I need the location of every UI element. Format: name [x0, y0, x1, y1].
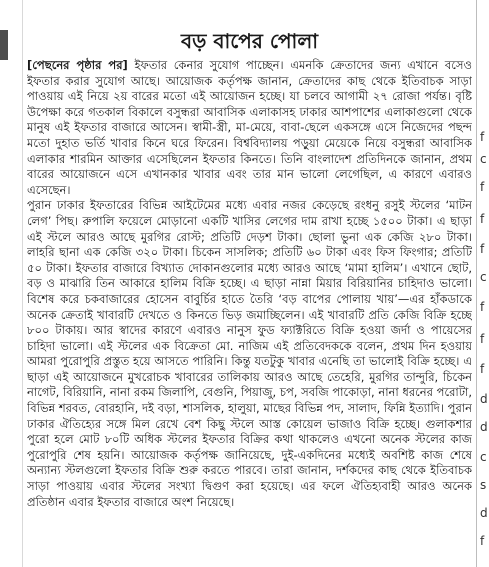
adjacent-char: f — [480, 362, 485, 376]
adjacent-char: f — [480, 180, 485, 194]
adjacent-char: f — [480, 212, 485, 226]
article-paragraph-1 — [27, 58, 472, 198]
adjacent-char: f — [480, 300, 485, 314]
adjacent-char: c — [480, 450, 487, 464]
adjacent-char: c — [480, 152, 487, 166]
article — [27, 28, 472, 564]
adjacent-char: s — [480, 478, 487, 492]
article-headline: বড় বাপের পোলা — [180, 29, 319, 53]
adjacent-char: f — [480, 534, 485, 548]
article-paragraph-1-text: ইফতার কেনার সুযোগ পাচ্ছেন। এমনকি ক্রেতাদের জন্য এখানে বসেও ইফতার করার সুযোগ আছে। আয়োজক কর্তৃপক্ষ জানান, ক্রেতাদের কাছ থেকে ইতিবাচক সাড়া পাওয়ায় এই নিয়ে ২য় বারের মতো এই আয়োজন হচ্ছে। যা চলবে আগামী ২৭ রোজা পর্যন্ত। বৃষ্টি উপেক্ষা করে গতকাল বিকালে বসুন্ধরা আবাসিক এলাকাসহ ঢাকার আশপাশের এলাকাগুলো থেকে মানুষ এই ইফতার বাজারে আসেন। স্বামী-স্ত্রী, মা-মেয়ে, বাবা-ছেলে একসঙ্গে এসে নিজেদের পছন্দ মতো দুহাত ভর্তি খাবার কিনে ঘরে ফিরেন। বিশ্ববিদ্যালয় পড়ুয়া মেয়েকে নিয়ে বসুন্ধরা আবাসিক এলাকার শারমিন আক্তার এসেছিলেন ইফতার কিনতে। তিনি বাংলাদেশ প্রতিদিনকে জানান, প্রথম বারের আয়োজনে এসে এখানকার খাবার এবং তার মান ভালো লেগেছিল, এ কারণে এবারও এসেছেন। — [27, 58, 472, 197]
adjacent-char: d — [480, 420, 488, 434]
adjacent-char: f — [480, 242, 485, 256]
left-edge-bar — [0, 30, 8, 60]
adjacent-char: d — [480, 392, 488, 406]
article-kicker: [পেছনের পৃষ্ঠার পর] — [27, 58, 128, 72]
adjacent-char: f — [480, 130, 485, 144]
adjacent-char: c — [480, 270, 487, 284]
right-column-rule — [476, 0, 477, 567]
adjacent-column-fragment — [478, 0, 489, 567]
article-paragraph-2: পুরান ঢাকার ইফতারের বিভিন্ন আইটেমের মধ্যে এবার নজর কেড়েছে রংধনু রসুই স্টলের ‘মাটন লেগ’ পিছ। রুপালি ফয়েলে মোড়ানো একটি খাসির লেগের দাম রাখা হচ্ছে ১৫০০ টাকা। এ ছাড়া এই স্টলে আরও আছে মুরগির রোস্ট; প্রতিটি দেড়শ টাকা। ছোলা ভুনা এক কেজি ২৮০ টাকা। লাহরি ছানা এক কেজি ৩২০ টাকা। চিকেন সাসলিক; প্রতিটি ৬০ টাকা এবং ফিস ফিংগার; প্রতিটি ৫০ টাকা। ইফতার বাজারে বিখ্যাত দোকানগুলোর মধ্যে আরও আছে ‘মামা হালিম’। এখানে ছোট, বড় ও মাঝারি তিন আকারে হালিম বিক্রি হচ্ছে। এ ছাড়া নান্না মিয়ার বিরিয়ানির চাহিদাও ভালো। বিশেষ করে চকবাজারের হোসেন বাবুর্চির হাতে তৈরি ‘বড় বাপের পোলায় খায়’—এর হাঁকডাকে অনেক ক্রেতাই খাবারটি দেখতে ও কিনতে ভিড় জমাচ্ছিলেন। এই খাবারটি প্রতি কেজি বিক্রি হচ্ছে ৮০০ টাকায়। আর স্বাদের কারণে এবারও নানুস ফুড ফ্যাক্টরিতে বিক্রি হওয়া জর্দা ও পায়েসের চাহিদা ভালো। এই স্টলের এক বিক্রেতা মো. নাজিম এই প্রতিবেদককে বলেন, প্রথম দিন হওয়ায় আমরা পুরোপুরি প্রস্তুত হয়ে আসতে পারিনি। কিন্তু যতটুকু খাবার এনেছি তা ভালোই বিক্রি হচ্ছে। এ ছাড়া এই আয়োজনে মুখরোচক খাবারের তালিকায় আরও আছে তেহেরি, মুরগির তান্দুরি, চিকেন নাগেট, বিরিয়ানি, নানা রকম জিলাপি, বেগুনি, পিয়াজু, চপ, সবজি পাকোড়া, নানা ধরনের পরোটা, বিভিন্ন শরবত, বোরহানি, দই বড়া, শাসলিক, হালুয়া, মাছের বিভিন্ন পদ, সালাদ, ফিন্নি ইত্যাদি। পুরান ঢাকার ঐতিহ্যের সঙ্গে মিল রেখে বেশ কিছু স্টলে আস্ত কোয়েল ভাজাও বিক্রি হচ্ছে। গুলাকশার পুরো হলে মোট ৮০টি অধিক স্টলের ইফতার বিক্রির কথা থাকলেও এখনো অনেক স্টলের কাজ পুরোপুরি শেষ হয়নি। আয়োজক কর্তৃপক্ষ জানিয়েছে, দুই-একদিনের মধ্যেই অবশিষ্ট কাজ শেষে অন্যান্য স্টলগুলো ইফতার বিক্রি শুরু করতে পারবে। তারা জানান, দর্শকদের কাছ থেকে ইতিবাচক সাড়া পাওয়ায় এবার স্টলের সংখ্যা দ্বিগুণ করা হয়েছে। এর ফলে ঐতিহ্যবাহী আরও অনেক প্রতিষ্ঠান এবার ইফতার বাজারে অংশ নিয়েছে। — [27, 198, 472, 509]
adjacent-char: d — [480, 506, 488, 520]
adjacent-char: f — [480, 332, 485, 346]
left-column-rule — [22, 0, 23, 567]
